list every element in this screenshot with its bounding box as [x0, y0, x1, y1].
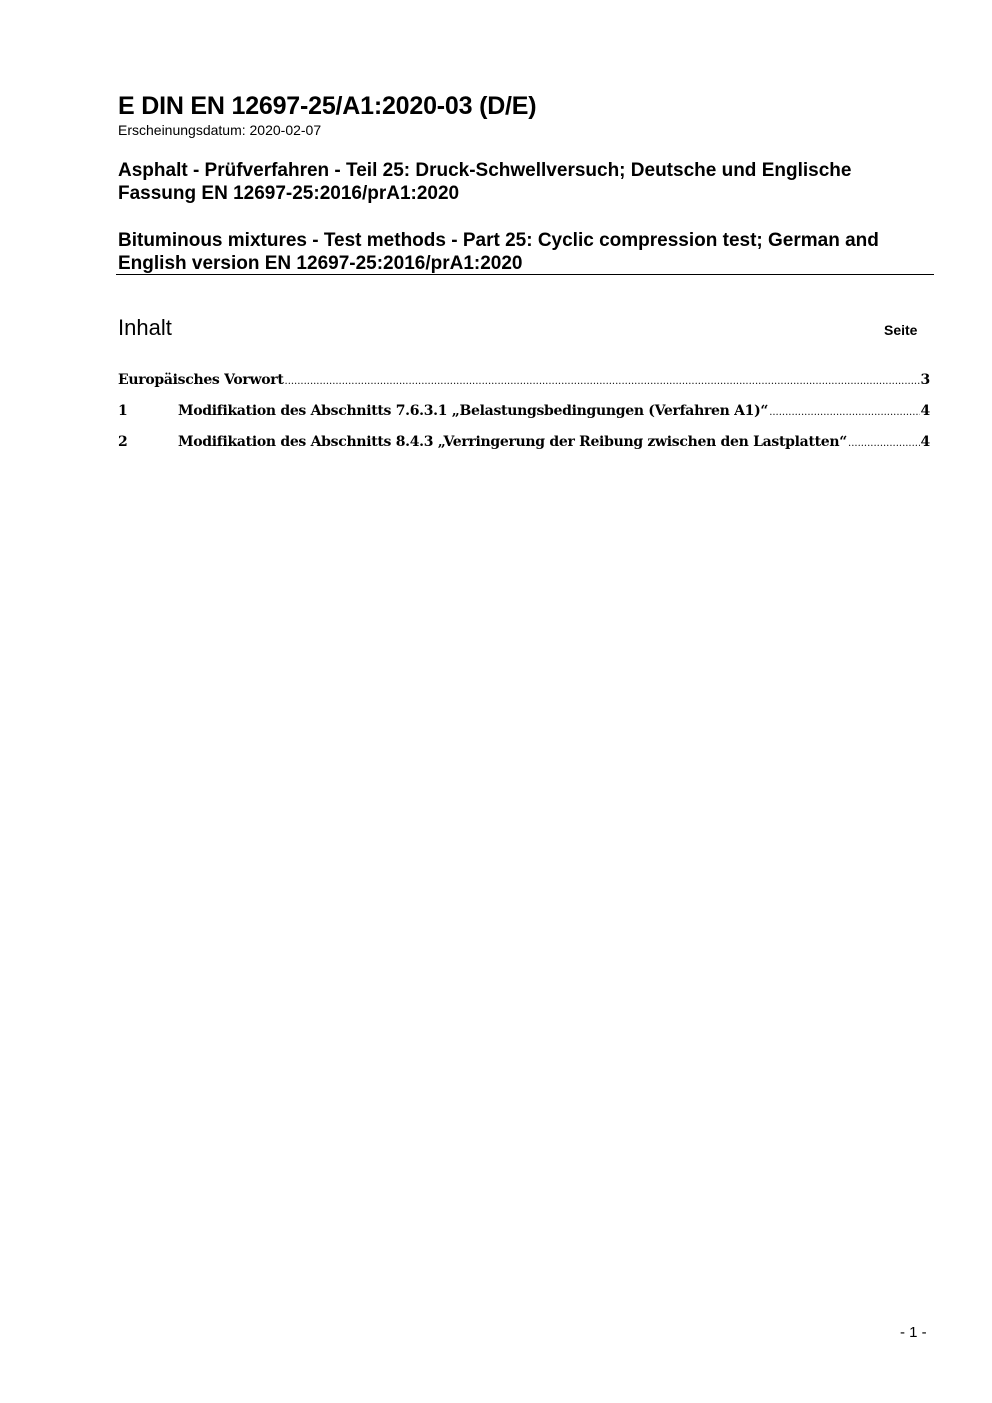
toc-entry-page: 4	[920, 403, 930, 419]
toc-entry-foreword[interactable]	[118, 372, 930, 403]
document-title: E DIN EN 12697-25/A1:2020-03 (D/E)	[118, 92, 537, 120]
title-divider	[116, 274, 934, 275]
toc-dot-leader	[769, 407, 919, 418]
toc-dot-leader	[285, 376, 920, 387]
toc-heading: Inhalt	[118, 315, 172, 340]
toc-entry-page: 3	[920, 372, 930, 388]
toc-entry-number: 1	[118, 403, 128, 419]
toc-entry-page: 4	[920, 434, 930, 450]
toc-entry-text: Europäisches Vorwort	[118, 372, 284, 388]
english-title: Bituminous mixtures - Test methods - Part 25: Cyclic compression test; German and English version EN 12697-25:2016/prA1:2020	[118, 230, 879, 274]
page-number: - 1 -	[900, 1324, 927, 1341]
toc-entry-text: Modifikation des Abschnitts 8.4.3 „Verringerung der Reibung zwischen den Lastplatten“	[178, 434, 848, 450]
toc-entry-2[interactable]	[118, 434, 930, 465]
toc-entry-1[interactable]	[118, 403, 930, 434]
toc-dot-leader	[848, 438, 920, 449]
table-of-contents	[118, 372, 930, 465]
publication-date: Erscheinungsdatum: 2020-02-07	[118, 122, 322, 138]
toc-page-label: Seite	[884, 322, 918, 338]
german-title: Asphalt - Prüfverfahren - Teil 25: Druck-Schwellversuch; Deutsche und Englische Fassung EN 12697-25:2016/prA1:2020	[118, 160, 852, 204]
toc-entry-text: Modifikation des Abschnitts 7.6.3.1 „Belastungsbedingungen (Verfahren A1)“	[178, 403, 769, 419]
toc-entry-number: 2	[118, 434, 128, 450]
